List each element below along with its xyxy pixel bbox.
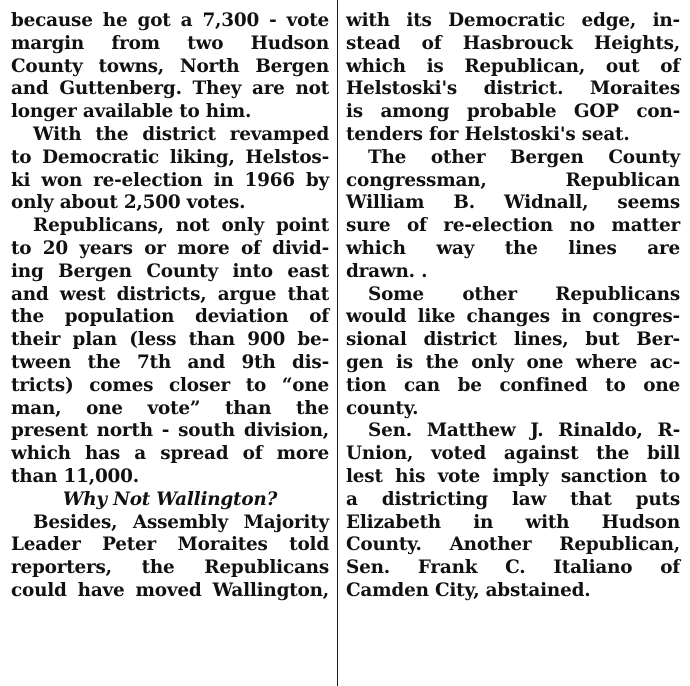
text-line: which has a spread of more xyxy=(11,443,329,465)
text-line: county. xyxy=(346,397,419,419)
text-line: which is Republican, out of xyxy=(346,55,680,77)
text-line: William B. Widnall, seems xyxy=(346,192,680,214)
text-line: man, one vote” than the xyxy=(11,397,329,419)
text-line: drawn. . xyxy=(346,260,428,282)
text-line: tion can be confined to one xyxy=(346,374,680,396)
text-line: a districting law that puts xyxy=(346,488,680,510)
text-line: With the district revamped xyxy=(33,123,329,145)
text-line: to Democratic liking, Helstos- xyxy=(11,146,329,168)
text-line: would like changes in congres- xyxy=(346,306,680,328)
text-line: margin from two Hudson xyxy=(11,32,329,54)
text-line: Elizabeth in with Hudson xyxy=(346,511,680,533)
text-line: to 20 years or more of divid- xyxy=(11,237,329,259)
text-line: Some other Republicans xyxy=(368,283,680,305)
text-line: and west districts, argue that xyxy=(11,283,329,305)
text-line: and Guttenberg. They are not xyxy=(11,78,329,100)
text-line: tenders for Helstoski's seat. xyxy=(346,123,630,145)
text-line: Union, voted against the bill xyxy=(346,443,680,465)
text-line: tween the 7th and 9th dis- xyxy=(11,351,329,373)
text-line: lest his vote imply sanction to xyxy=(346,465,680,487)
text-line: Besides, Assembly Majority xyxy=(33,511,329,533)
text-line: the population deviation of xyxy=(11,306,329,328)
text-line: longer available to him. xyxy=(11,101,252,123)
text-line: The other Bergen County xyxy=(368,146,680,168)
text-line: tricts) comes closer to “one xyxy=(11,374,329,396)
text-line: only about 2,500 votes. xyxy=(11,192,246,214)
text-line: ing Bergen County into east xyxy=(11,260,329,282)
article-column-right xyxy=(346,10,680,603)
text-line: congressman, Republican xyxy=(346,169,680,191)
text-line: which way the lines are xyxy=(346,237,680,259)
text-line: because he got a 7,300 - vote xyxy=(11,10,329,31)
text-line: with its Democratic edge, in- xyxy=(346,10,680,31)
text-line: present north - south division, xyxy=(11,420,329,442)
article-column-left xyxy=(11,10,329,603)
column-divider xyxy=(337,0,338,686)
text-line: their plan (less than 900 be- xyxy=(11,329,329,351)
text-line: Leader Peter Moraites told xyxy=(11,534,329,556)
text-line: ki won re-election in 1966 by xyxy=(11,169,329,191)
text-line: Sen. Matthew J. Rinaldo, R- xyxy=(368,420,680,442)
text-line: than 11,000. xyxy=(11,465,139,487)
text-line: is among probable GOP con- xyxy=(346,101,680,123)
text-line: Republicans, not only point xyxy=(33,215,329,237)
text-line: sure of re-election no matter xyxy=(346,215,680,237)
text-line: stead of Hasbrouck Heights, xyxy=(346,32,680,54)
text-line: Camden City, abstained. xyxy=(346,579,591,601)
text-line: sional district lines, but Ber- xyxy=(346,329,680,351)
text-line: Helstoski's district. Moraites xyxy=(346,78,680,100)
text-line: could have moved Wallington, xyxy=(11,579,329,601)
text-line: County towns, North Bergen xyxy=(11,55,329,77)
text-line: gen is the only one where ac- xyxy=(346,351,680,373)
text-line: Sen. Frank C. Italiano of xyxy=(346,557,680,579)
text-line: reporters, the Republicans xyxy=(11,557,329,579)
text-line: County. Another Republican, xyxy=(346,534,680,556)
subheading: Why Not Wallington? xyxy=(62,488,278,510)
